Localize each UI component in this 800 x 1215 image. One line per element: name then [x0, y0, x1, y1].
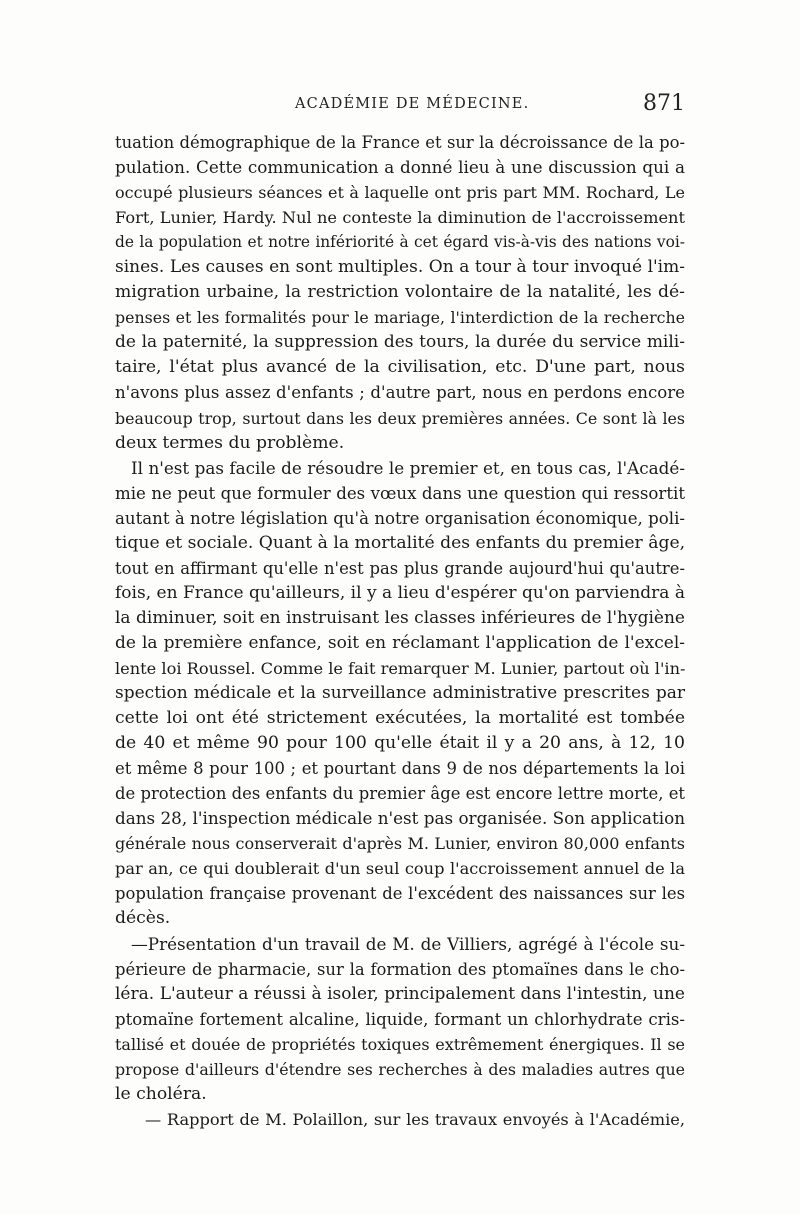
text-line: population française provenant de l'excédent des naissances sur les — [115, 884, 685, 904]
text-line: mie ne peut que formuler des vœux dans une question qui ressortit — [115, 483, 685, 503]
text-line: le choléra. — [115, 1083, 207, 1104]
running-title: ACADÉMIE DE MÉDECINE. — [295, 96, 530, 112]
text-line: de la première enfance, soit en réclamant l'application de l'excel- — [115, 632, 685, 653]
text-line: et même 8 pour 100 ; et pourtant dans 9 de nos départements la loi — [115, 759, 685, 779]
text-line: propose d'ailleurs d'étendre ses recherches à des maladies autres que — [115, 1059, 685, 1079]
text-line: par an, ce qui doublerait d'un seul coup l'accroissement annuel de la — [115, 859, 685, 879]
text-line: n'avons plus assez d'enfants ; d'autre part, nous en perdons encore — [115, 383, 685, 403]
text-line: de la population et notre infériorité à cet égard vis-à-vis des nations voi- — [115, 233, 685, 252]
text-line: fois, en France qu'ailleurs, il y a lieu d'espérer qu'on parviendra à — [115, 582, 685, 603]
text-line: tallisé et douée de propriétés toxiques extrêmement énergiques. Il se — [115, 1034, 685, 1054]
text-line: de la paternité, la suppression des tours, la durée du service mili- — [115, 332, 685, 353]
body-text — [115, 130, 685, 1132]
text-line: autant à notre législation qu'à notre organisation économique, poli- — [115, 508, 685, 528]
text-line: lente loi Roussel. Comme le fait remarquer M. Lunier, partout où l'in- — [115, 658, 685, 678]
text-line: taire, l'état plus avancé de la civilisation, etc. D'une part, nous — [115, 357, 685, 378]
text-line: tuation démographique de la France et sur la décroissance de la po- — [115, 133, 685, 152]
text-line: de protection des enfants du premier âge est encore lettre morte, et — [115, 784, 685, 804]
text-line: décès. — [115, 908, 171, 929]
text-line: périeure de pharmacie, sur la formation des ptomaïnes dans le cho- — [115, 959, 685, 979]
text-line: cette loi ont été strictement exécutées, la mortalité est tombée — [115, 708, 685, 729]
text-line: Il n'est pas facile de résoudre le premier et, en tous cas, l'Acadé- — [131, 457, 685, 478]
text-line: générale nous conserverait d'après M. Lunier, environ 80,000 enfants — [115, 834, 685, 854]
text-line: Fort, Lunier, Hardy. Nul ne conteste la diminution de l'accroissement — [115, 208, 685, 228]
text-line: — Rapport de M. Polaillon, sur les travaux envoyés à l'Académie, — [145, 1109, 685, 1129]
text-line: dans 28, l'inspection médicale n'est pas organisée. Son application — [115, 808, 685, 829]
text-line: penses et les formalités pour le mariage, l'interdiction de la recherche — [115, 308, 685, 328]
text-line: la diminuer, soit en instruisant les classes inférieures de l'hygiène — [115, 607, 685, 628]
text-line: ptomaïne fortement alcaline, liquide, formant un chlorhydrate cris- — [115, 1009, 685, 1029]
text-line: spection médicale et la surveillance administrative prescrites par — [115, 683, 685, 704]
text-line: sines. Les causes en sont multiples. On a tour à tour invoqué l'im- — [115, 257, 685, 278]
text-line: tique et sociale. Quant à la mortalité des enfants du premier âge, — [115, 532, 685, 553]
text-line: tout en affirmant qu'elle n'est pas plus grande aujourd'hui qu'autre- — [115, 558, 685, 578]
text-line: migration urbaine, la restriction volontaire de la natalité, les dé- — [115, 282, 685, 303]
text-line: pulation. Cette communication a donné lieu à une discussion qui a — [115, 157, 685, 178]
text-line: de 40 et même 90 pour 100 qu'elle était il y a 20 ans, à 12, 10 — [115, 733, 685, 754]
text-line: léra. L'auteur a réussi à isoler, principalement dans l'intestin, une — [115, 983, 685, 1004]
running-head — [115, 91, 685, 120]
text-line: deux termes du problème. — [115, 432, 345, 453]
text-line: occupé plusieurs séances et à laquelle ont pris part MM. Rochard, Le — [115, 183, 685, 203]
text-line: —Présentation d'un travail de M. de Villiers, agrégé à l'école su- — [131, 933, 685, 954]
page-number: 871 — [643, 91, 685, 116]
text-line: beaucoup trop, surtout dans les deux premières années. Ce sont là les — [115, 408, 685, 428]
